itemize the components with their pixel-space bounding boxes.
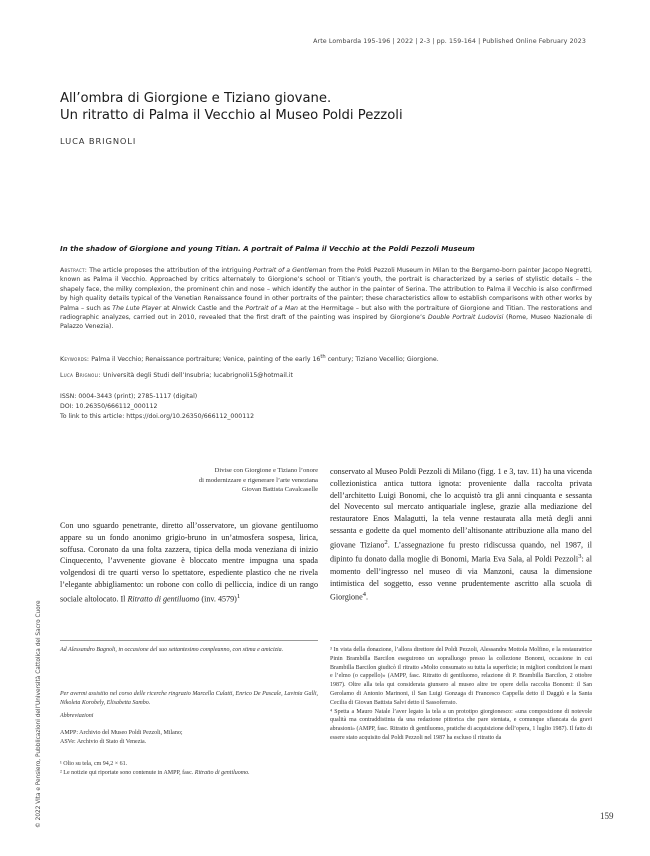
running-head: Arte Lombarda 195-196 | 2022 | 2-3 | pp. 159-164 | Published Online February 2023: [313, 38, 586, 45]
footnote-1: ¹ Olio su tela, cm 94,2 × 61.: [60, 761, 128, 767]
abstract-part-3: at Alnwick Castle and the: [163, 304, 244, 312]
article-meta: [60, 392, 254, 422]
doi: DOI: 10.26350/666112_000112: [60, 403, 158, 410]
keywords-label: Keywords:: [60, 356, 90, 364]
abbreviation-asve: ASVe: Archivio di Stato di Venezia.: [60, 738, 147, 745]
footnote-abbreviations: [60, 712, 318, 746]
abstract-label: Abstract:: [60, 267, 88, 274]
keywords-text: Palma il Vecchio; Renaissance portraiture; Venice, painting of the early 16: [91, 356, 321, 364]
body-left-italic: Ritratto di gentiluomo: [127, 594, 200, 604]
keywords-tail: century; Tiziano Vecellio; Giorgione.: [325, 356, 439, 364]
footnote-ref-4[interactable]: 4: [362, 591, 367, 599]
body-column-left: [60, 520, 318, 605]
abbreviations-title: Abbreviazioni: [60, 713, 94, 719]
abstract-italic-1: Portrait of a Gentleman: [253, 267, 327, 274]
footnote-thanks: Per avermi assistito nel corso delle ricerche ringrazio Marcella Culatti, Enrico De Pascale, Lavinia Galli, Nikoleta Korobely, Elisabetta Sambo.: [60, 691, 318, 706]
epigraph-attribution: Giovan Battista Cavalcaselle: [241, 486, 318, 494]
abstract-italic-4: Double Portrait Ludovisi: [427, 314, 504, 322]
epigraph: [150, 466, 318, 495]
footnote-3: ³ In vista della donazione, l’allora direttore del Poldi Pezzoli, Alessandra Mottola Molfino, e la restauratrice Pinin Brambilla Barcilon eseguirono un sopralluogo presso la collezione Bonomi, occasione in cui Brambilla Barcilon giudicò il ritratto «Molto consumato su tutta la superficie; in migliori condizioni le mani e l’elmo (o cappello)» (AMPP, fasc. Ritratto di gentiluomo, relazione di P. Brambilla Barcilon, 2 ottobre 1987). Oltre alla tela qui considerata giunsero al museo altre tre opere della raccolta Bonomi: il San Gerolamo di Antonio Marinoni, il San Luigi Gonzaga di Francesco Cappella detto il Daggiù e la Santa Cecilia di Giovan Battista Salvi detto il Sassoferrato.: [330, 647, 592, 706]
author-name: LUCA BRIGNOLI: [60, 136, 137, 146]
abstract-italic-3: Portrait of a Man: [245, 304, 298, 312]
footnote-ref-2[interactable]: 2: [384, 538, 388, 546]
abstract-part-2: from the Poldi Pezzoli Museum in Milan to the Bergamo-born painter Jacopo Negretti, known as Palma il Vecchio. Approached by critics alternately to Giorgione’s school or Titian’s youth, the portrait is characterized by a series of stylistic details – the shapely face, the milky complexion, the prominent chin and nose – which identify the author in the painter of Serina. The attribution to Palma il Vecchio is also confirmed by high quality details typical of the Venetian Renaissance found in other portraits of the painter; these characteristics allow to establish comparisons with other works by Palma – such as: [60, 267, 593, 312]
footnotes-right: [330, 646, 592, 743]
footnote-2-text: ² Le notizie qui riportate sono contenute in AMPP, fasc.: [60, 769, 194, 776]
footnote-2-italic: Ritratto di gentiluomo.: [194, 769, 250, 776]
body-left-part-a: Con uno sguardo penetrante, diretto all’osservatore, un giovane gentiluomo appare su un fondo anonimo grigio-bruno in un’atmosfera sospesa, lirica, soffusa. Coronato da una folta zazzera, tipica della moda veneziana di inizio Cinquecento, l’avvenente giovane è bloccato mentre impugna una spada volgendosi di tre quarti verso lo spettatore, espediente plastico che ne rivela l’elegante abbigliamento: un robone con collo di pelliccia, indice di un rango sociale altolocato. Il: [60, 521, 318, 604]
title-line-2: Un ritratto di Palma il Vecchio al Museo Poldi Pezzoli: [60, 108, 403, 123]
article-link[interactable]: To link to this article: https://doi.org/10.26350/666112_000112: [60, 413, 255, 420]
footnote-ref-1[interactable]: 1: [236, 592, 241, 600]
abstract-part-5: (Rome, Museo Nazionale di Palazzo Venezia).: [60, 314, 593, 331]
abstract-italic-2: The Lute Player: [112, 304, 162, 312]
article-title: [60, 90, 540, 124]
affiliation-label: Luca Brignoli:: [60, 372, 102, 379]
page-number: 159: [600, 811, 614, 821]
abstract-part-1: The article proposes the attribution of the intriguing: [89, 267, 252, 274]
footnote-4: ⁴ Spetta a Mauro Natale l’aver legato la tela a un prototipo giorgionesco: «una composizione di notevole qualità ma contraddistinta da una redazione pittorica che pare stentata, e comunque sfiancata da gravi abrasioni» (AMPP, fasc. Ritratto di gentiluomo, pratiche di acquisizione dell’opera, 1 luglio 1987). Il fatto di essere stato acquisito dal Poldi Pezzoli nel 1987 ha escluso il ritratto da: [330, 708, 592, 741]
keywords-sup: th: [320, 354, 326, 360]
abstract-part-4: at the Hermitage – but also with the portraiture of Giorgione and Titian. The restorations and radiographic analyzes, carried out in 2010, revealed that the first draft of the painting was inspired by Giorgione’s: [60, 304, 592, 322]
title-line-1: All’ombra di Giorgione e Tiziano giovane.: [60, 91, 332, 106]
abbreviation-ampp: AMPP: Archivio del Museo Poldi Pezzoli, Milano;: [60, 729, 183, 736]
body-right-part-c: : al momento dell’ingresso nel museo di via Manzoni, causa la dimensione intimistica del soggetto, esso venne prudentemente ascritto alla scuola di Giorgione: [330, 554, 592, 603]
footnote-ref-3[interactable]: 3: [578, 553, 582, 561]
body-right-part-a: conservato al Museo Poldi Pezzoli di Milano (figg. 1 e 3, tav. 11) ha una vicenda collezionistica antica tuttora ignota: proveniente dalla raccolta privata dell’architetto Luigi Bonomi, che lo acquistò tra gli anni cinquanta e sessanta del Novecento sul mercato antiquariale inglese, grazie alla mediazione del restauratore Enos Malagutti, la tela venne restaurata alla metà degli anni sessanta e godette da quel momento dell’altisonante attribuzione alla mano del giovane Tiziano: [330, 467, 592, 550]
footnote-divider-right: [330, 640, 592, 641]
footnote-dedication: Ad Alessandro Bagnoli, in occasione del suo settantesimo compleanno, con stima e amicizia.: [60, 647, 284, 653]
footnote-2: [60, 769, 318, 778]
english-title: In the shadow of Giorgione and young Titian. A portrait of Palma il Vecchio at the Poldi Pezzoli Museum: [60, 244, 475, 253]
epigraph-line-1: Divise con Giorgione e Tiziano l’onore: [214, 467, 318, 474]
copyright-side-credit: © 2022 Vita e Pensiero, Pubblicazioni dell’Università Cattolica del Sacro Cuore: [36, 600, 42, 828]
affiliation: [60, 372, 592, 379]
issn: ISSN: 0004-3443 (print); 2785-1117 (digital): [60, 393, 198, 400]
footnotes-left: [60, 760, 318, 778]
body-column-right: [330, 466, 592, 604]
body-right-part-b: . L’assegnazione fu presto ridiscussa quando, nel 1987, il dipinto fu donato dalla moglie di Bonomi, Maria Eva Sala, al Poldi Pezzoli: [330, 540, 593, 564]
footnote-divider-left: [60, 640, 318, 641]
affiliation-text: Università degli Studi dell’Insubria; lucabrignoli15@hotmail.it: [102, 372, 293, 379]
abstract: [60, 266, 592, 332]
epigraph-line-2: di modernizzare e rigenerare l’arte veneziana: [198, 476, 318, 484]
body-left-part-b: (inv. 4579): [201, 594, 237, 604]
keywords: [60, 354, 592, 363]
body-right-part-d: .: [366, 593, 369, 603]
